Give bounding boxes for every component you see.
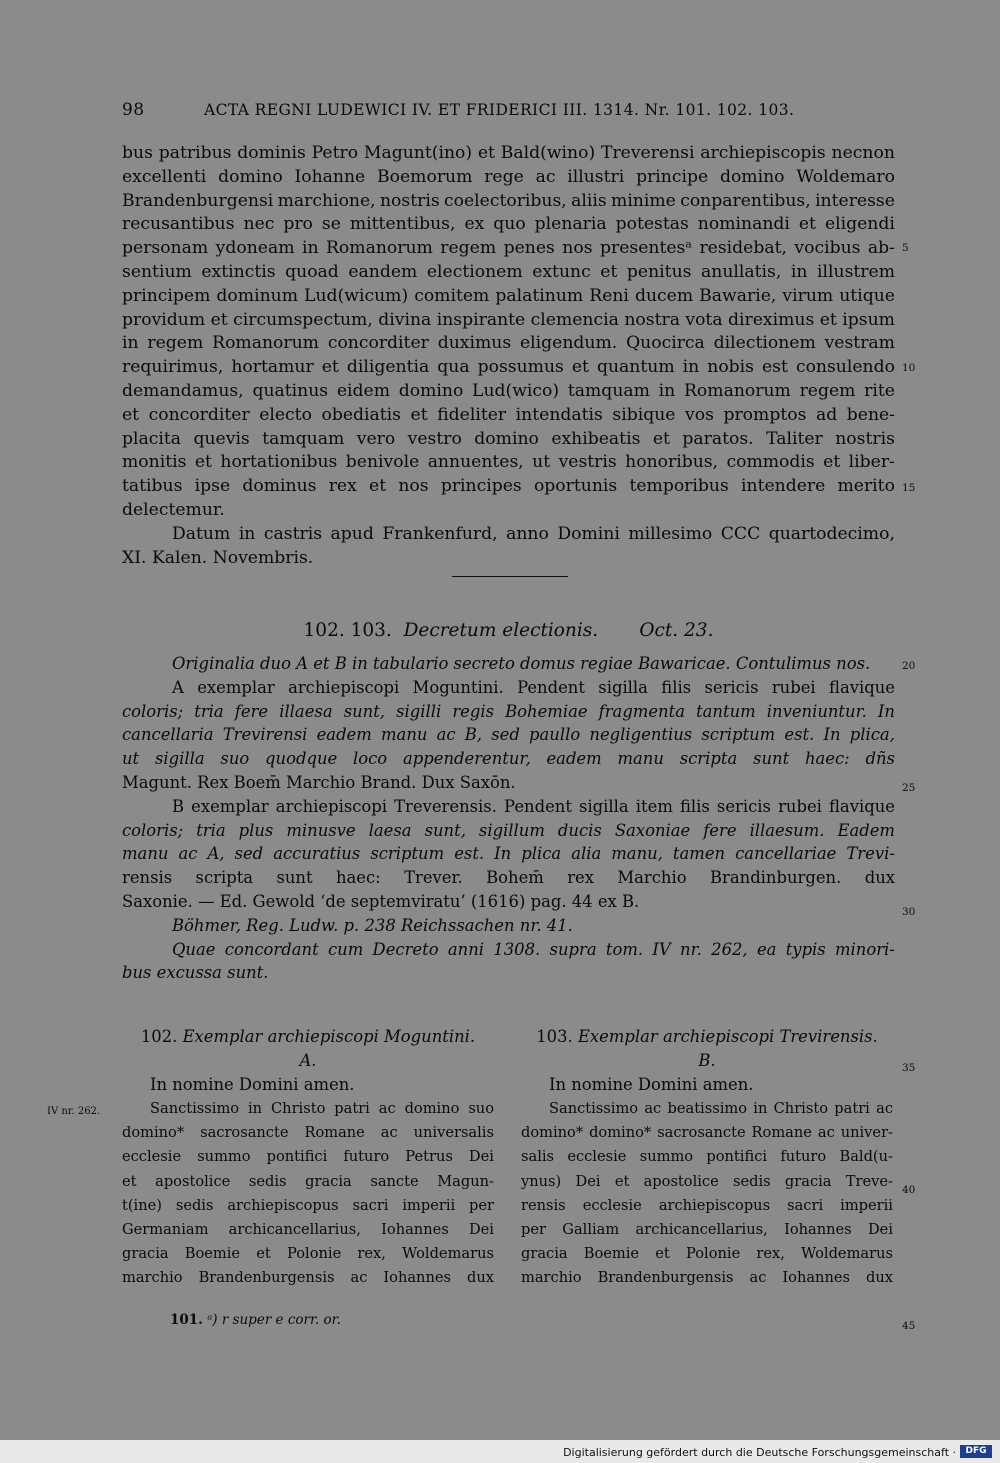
text-line: recusantibus nec pro se mittentibus, ex quo plenaria potestas nominandi et eligendi	[122, 214, 895, 235]
text-line: principem dominum Lud(wicum) comitem palatinum Reni ducem Bawarie, virum utique	[122, 285, 895, 306]
line-number: 20	[902, 660, 916, 672]
column-b-number: 103.	[536, 1027, 573, 1046]
column-a-title	[122, 1025, 494, 1049]
text-line: requirimus, hortamur et diligentia qua possumus et quantum in nobis est consulendo	[122, 357, 895, 378]
note-line: Quae concordant cum Decreto anni 1308. supra tom. IV nr. 262, ea typis minori-	[172, 939, 895, 959]
text-line: demandamus, quatinus eidem domino Lud(wico) tamquam in Romanorum regem rite	[122, 380, 895, 401]
column-b-letter: B.	[698, 1051, 716, 1071]
line-number: 45	[902, 1320, 916, 1332]
text-line: delectemur.	[122, 499, 225, 520]
editorial-notes	[122, 652, 895, 985]
section-divider	[452, 576, 568, 577]
column-b-title	[521, 1025, 893, 1049]
text-line: providum et circumspectum, divina inspirante clemencia nostra vota direximus et ipsum	[122, 309, 895, 330]
main-text-block	[122, 142, 895, 570]
column-b-invocation: In nomine Domini amen.	[549, 1075, 754, 1095]
text-line: tatibus ipse dominus rex et nos principes oportunis temporibus intendere merito	[122, 476, 895, 497]
text-line: monitis et hortationibus benivole annuentes, ut vestris honoribus, commodis et liber-	[122, 452, 895, 473]
note-line: coloris; tria plus minusve laesa sunt, sigillum ducis Saxoniae fere illaesum. Eadem	[122, 820, 895, 840]
text-line: in regem Romanorum concorditer duximus eligendum. Quocirca dilectionem vestram	[122, 333, 895, 354]
footer-bar	[0, 1440, 1000, 1463]
text-line: et concorditer electo obediatis et fideliter intendatis sibique vos promptos ad bene-	[122, 404, 895, 425]
note-line: Magunt. Rex Boem̄ Marchio Brand. Dux Saxōn.	[122, 772, 516, 792]
column-a-invocation: In nomine Domini amen.	[150, 1075, 355, 1095]
column-a-letter: A.	[299, 1051, 317, 1071]
line-number: 10	[902, 362, 916, 374]
footnote-text: ᵃ) r super e corr. or.	[207, 1312, 341, 1328]
margin-reference: IV nr. 262.	[47, 1106, 101, 1117]
dfg-logo: DFG	[960, 1445, 992, 1458]
line-number: 30	[902, 906, 916, 918]
line-number: 5	[902, 242, 909, 254]
column-b-line: gracia Boemie et Polonie rex, Woldemarus	[521, 1244, 893, 1262]
note-line: Saxonie. — Ed. Gewold ‘de septemviratu’ (1616) pag. 44 ex B.	[122, 891, 640, 911]
column-a-line: t(ine) sedis archiepiscopus sacri imperii per	[122, 1196, 494, 1214]
column-b-line: rensis ecclesie archiepiscopus sacri imperii	[521, 1196, 893, 1214]
text-line: excellenti domino Iohanne Boemorum rege ac illustri principe domino Woldemaro	[122, 166, 895, 187]
line-number: 15	[902, 482, 916, 494]
running-title: ACTA REGNI LUDEWICI IV. ET FRIDERICI III. 1314. Nr. 101. 102. 103.	[204, 101, 795, 119]
footnote	[170, 1312, 341, 1328]
note-line: cancellaria Trevirensi eadem manu ac B, sed paullo negligentius scriptum est. In plica,	[122, 725, 895, 745]
note-line: rensis scripta sunt haec: Trever. Bohem̄ rex Marchio Brandinburgen. dux	[122, 868, 895, 888]
text-line: Datum in castris apud Frankenfurd, anno Domini millesimo CCC quartodecimo,	[172, 523, 895, 544]
section-heading	[122, 620, 895, 641]
line-number: 35	[902, 1062, 916, 1074]
text-line: bus patribus dominis Petro Magunt(ino) et Bald(wino) Treverensi archiepiscopis necnon	[122, 143, 895, 163]
section-number: 102. 103.	[303, 620, 392, 641]
line-number: 25	[902, 782, 916, 794]
column-b-line: Sanctissimo ac beatissimo in Christo patri ac	[549, 1100, 893, 1118]
column-b-heading: Exemplar archiepiscopi Trevirensis.	[577, 1027, 878, 1046]
text-line: sentium extinctis quoad eandem electionem extunc et penitus anullatis, in illustrem	[122, 261, 895, 282]
column-b	[521, 1025, 893, 1290]
footer-credit: Digitalisierung gefördert durch die Deutsche Forschungsgemeinschaft ·	[563, 1446, 956, 1459]
column-a-line: marchio Brandenburgensis ac Iohannes dux	[122, 1268, 494, 1286]
note-line: ut sigilla suo quodque loco appenderentur, eadem manu scripta sunt haec: dñs	[122, 749, 895, 769]
note-line: bus excussa sunt.	[122, 963, 269, 983]
column-a	[122, 1025, 494, 1290]
note-line: coloris; tria fere illaesa sunt, sigilli regis Bohemiae fragmenta tantum inveniuntur. In	[122, 701, 895, 721]
column-b-line: ynus) Dei et apostolice sedis gracia Treve-	[521, 1172, 893, 1190]
column-a-line: Sanctissimo in Christo patri ac domino suo	[150, 1100, 494, 1118]
section-title: Decretum electionis.	[403, 620, 599, 641]
column-a-line: ecclesie summo pontifici futuro Petrus Dei	[122, 1148, 494, 1166]
column-b-line: salis ecclesie summo pontifici futuro Bald(u-	[521, 1148, 893, 1166]
column-a-line: gracia Boemie et Polonie rex, Woldemarus	[122, 1244, 494, 1262]
column-a-number: 102.	[140, 1027, 178, 1046]
column-b-line: domino* domino* sacrosancte Romane ac univer-	[521, 1124, 893, 1142]
column-a-line: et apostolice sedis gracia sancte Magun-	[122, 1172, 494, 1190]
page-number: 98	[122, 100, 145, 120]
note-line: Böhmer, Reg. Ludw. p. 238 Reichssachen nr. 41.	[172, 915, 573, 935]
section-date: Oct. 23.	[639, 620, 714, 641]
text-line: Brandenburgensi marchione, nostris coelectoribus, aliis minime conparentibus, interesse	[122, 190, 895, 211]
footnote-ref: 101.	[170, 1312, 203, 1328]
text-line: personam ydoneam in Romanorum regem penes nos presentesᵃ residebat, vocibus ab-	[122, 238, 895, 259]
note-line: Originalia duo A et B in tabulario secreto domus regiae Bawaricae. Contulimus nos.	[172, 654, 871, 673]
note-line: B exemplar archiepiscopi Treverensis. Pendent sigilla item filis sericis rubei flavique	[172, 796, 895, 816]
text-line: placita quevis tamquam vero vestro domino exhibeatis et paratos. Taliter nostris	[122, 428, 895, 449]
column-a-heading: Exemplar archiepiscopi Moguntini.	[182, 1027, 476, 1046]
column-a-line: domino* sacrosancte Romane ac universalis	[122, 1124, 494, 1142]
note-line: A exemplar archiepiscopi Moguntini. Pendent sigilla filis sericis rubei flavique	[172, 677, 895, 697]
column-a-line: Germaniam archicancellarius, Iohannes Dei	[122, 1220, 494, 1238]
text-line: XI. Kalen. Novembris.	[122, 547, 314, 568]
column-b-line: marchio Brandenburgensis ac Iohannes dux	[521, 1268, 893, 1286]
column-b-line: per Galliam archicancellarius, Iohannes Dei	[521, 1220, 893, 1238]
note-line: manu ac A, sed accuratius scriptum est. In plica alia manu, tamen cancellariae Trevi-	[122, 844, 895, 864]
line-number: 40	[902, 1184, 916, 1196]
